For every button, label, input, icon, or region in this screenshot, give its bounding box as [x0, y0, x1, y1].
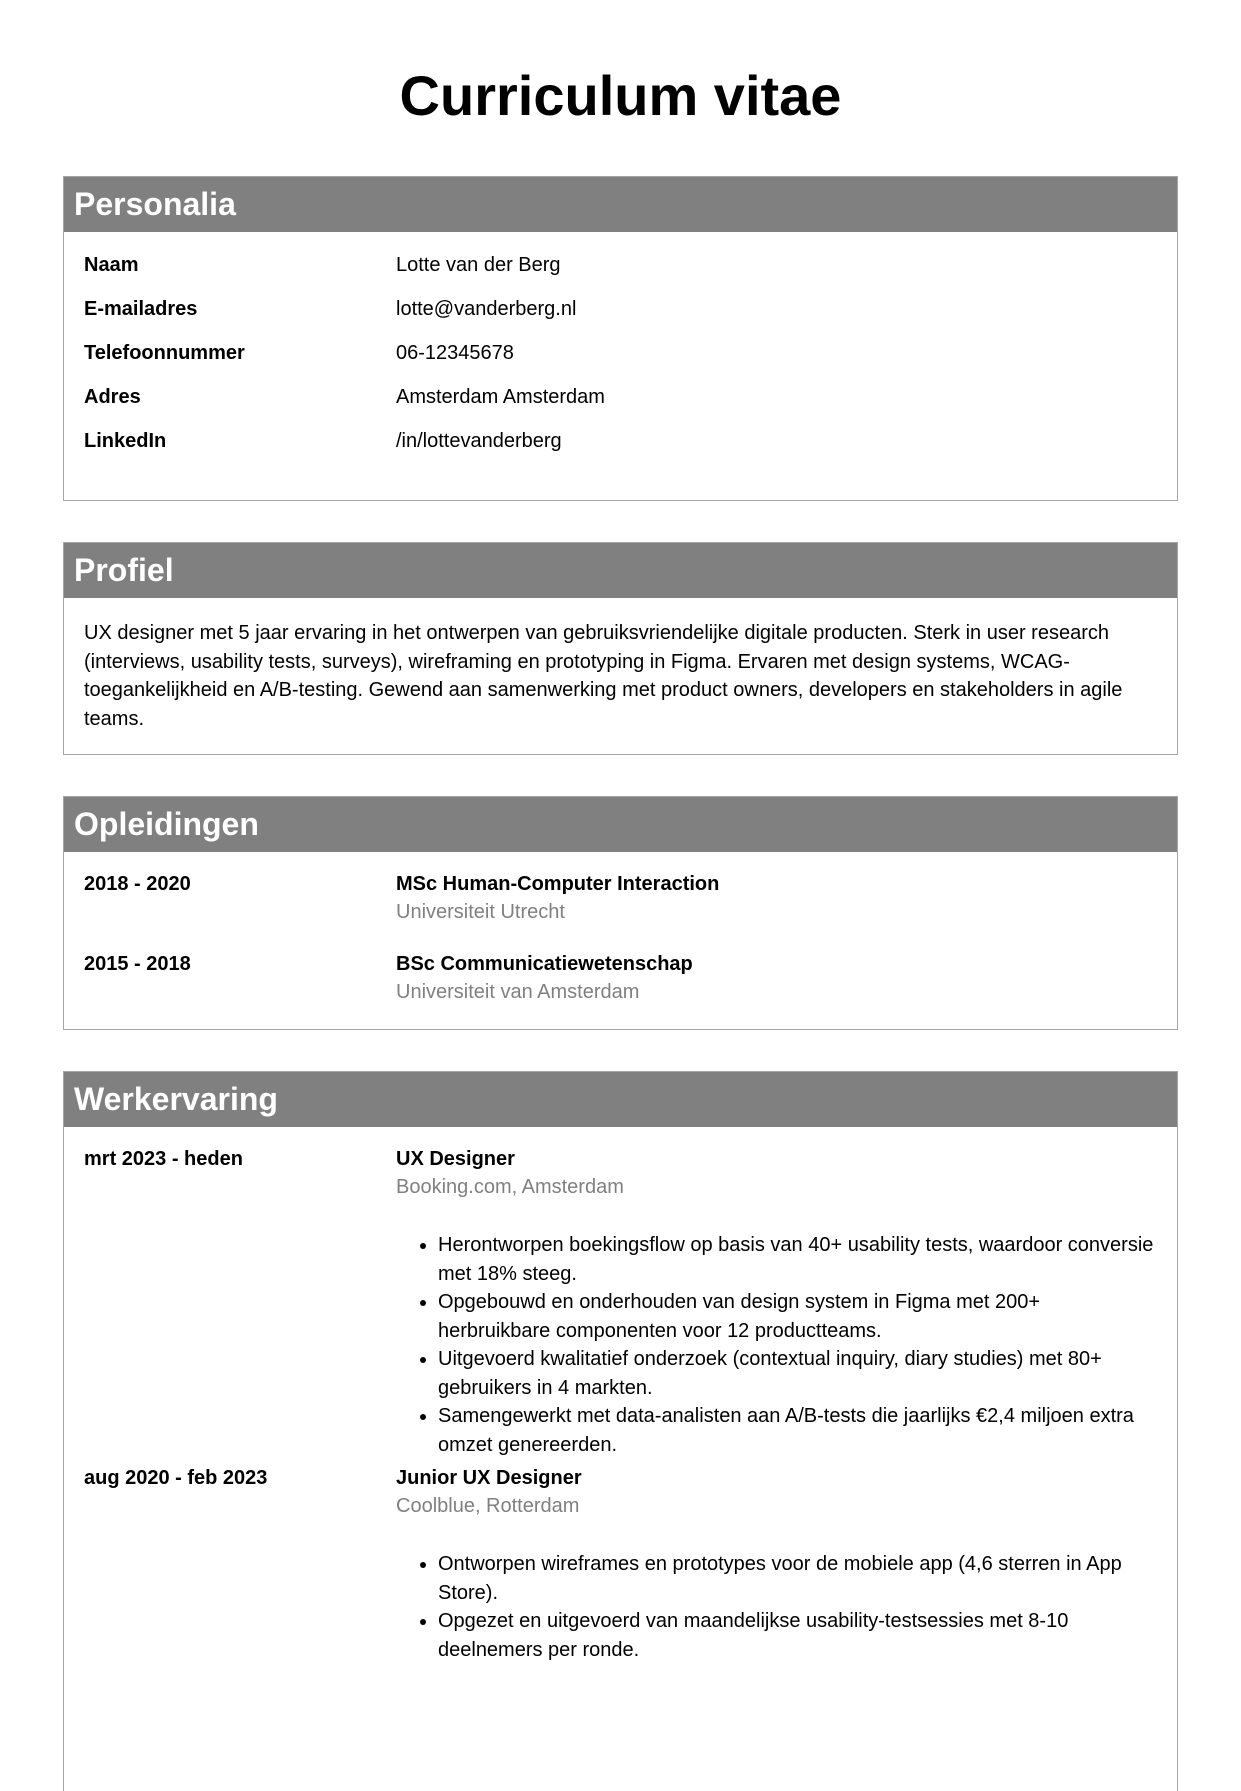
personalia-value: /in/lottevanderberg [396, 430, 562, 452]
personalia-value: Lotte van der Berg [396, 254, 561, 276]
list-item: • Opgebouwd en onderhouden van design system in Figma met 200+ herbruikbare componenten voor 12 productteams. [438, 1288, 1157, 1345]
profiel-text: UX designer met 5 jaar ervaring in het ontwerpen van gebruiksvriendelijke digitale producten. Sterk in user research (interviews, usability tests, surveys), wireframing en prototyping in Figma. Ervaren met design systems, WCAG-toegankelijkheid en A/B-testing. Gewend aan samenwerking met product owners, developers en stakeholders in agile teams. [84, 622, 1123, 730]
education-institution: Universiteit Utrecht [396, 901, 565, 923]
work-entry [64, 1145, 1177, 1455]
work-company: Coolblue, Rotterdam [396, 1495, 580, 1517]
personalia-value: 06-12345678 [396, 342, 514, 364]
section-opleidingen [63, 796, 1178, 1030]
list-item: • Herontworpen boekingsflow op basis van 40+ usability tests, waardoor conversie met 18% steeg. [438, 1231, 1157, 1288]
work-bullets [396, 1231, 1157, 1459]
education-institution: Universiteit van Amsterdam [396, 981, 640, 1003]
personalia-label: Telefoonnummer [84, 342, 245, 364]
section-profiel [63, 542, 1178, 755]
section-heading-werkervaring: Werkervaring [64, 1072, 1177, 1127]
work-company: Booking.com, Amsterdam [396, 1176, 624, 1198]
personalia-row-telefoon [64, 342, 1177, 370]
education-title: MSc Human-Computer Interaction [396, 873, 720, 895]
section-personalia [63, 176, 1178, 501]
education-entry [64, 870, 1177, 926]
list-item: • Opgezet en uitgevoerd van maandelijkse usability-testsessies met 8-10 deelnemers per ronde. [438, 1607, 1157, 1664]
education-entry [64, 950, 1177, 1006]
work-entry [64, 1464, 1177, 1664]
education-title: BSc Communicatiewetenschap [396, 953, 693, 975]
list-item: • Ontworpen wireframes en prototypes voor de mobiele app (4,6 sterren in App Store). [438, 1550, 1157, 1607]
list-item: • Samengewerkt met data-analisten aan A/B-tests die jaarlijks €2,4 miljoen extra omzet genereerden. [438, 1402, 1157, 1459]
section-werkervaring [63, 1071, 1178, 1791]
section-heading-opleidingen: Opleidingen [64, 797, 1177, 852]
work-period: mrt 2023 - heden [84, 1148, 243, 1170]
personalia-label: Adres [84, 386, 141, 408]
personalia-value: lotte@vanderberg.nl [396, 298, 577, 320]
work-period: aug 2020 - feb 2023 [84, 1467, 268, 1489]
personalia-value: Amsterdam Amsterdam [396, 386, 605, 408]
education-period: 2018 - 2020 [84, 873, 191, 895]
section-heading-profiel: Profiel [64, 543, 1177, 598]
personalia-label: LinkedIn [84, 430, 167, 452]
personalia-row-email [64, 298, 1177, 326]
personalia-row-naam [64, 254, 1177, 282]
section-heading-personalia: Personalia [64, 177, 1177, 232]
personalia-label: Naam [84, 254, 139, 276]
education-period: 2015 - 2018 [84, 953, 191, 975]
list-item: • Uitgevoerd kwalitatief onderzoek (contextual inquiry, diary studies) met 80+ gebruikers in 4 markten. [438, 1345, 1157, 1402]
personalia-row-linkedin [64, 430, 1177, 458]
page-title: Curriculum vitae [399, 64, 842, 127]
work-title: UX Designer [396, 1148, 515, 1170]
work-bullets [396, 1550, 1157, 1664]
personalia-label: E-mailadres [84, 298, 198, 320]
work-title: Junior UX Designer [396, 1467, 582, 1489]
personalia-row-adres [64, 386, 1177, 414]
